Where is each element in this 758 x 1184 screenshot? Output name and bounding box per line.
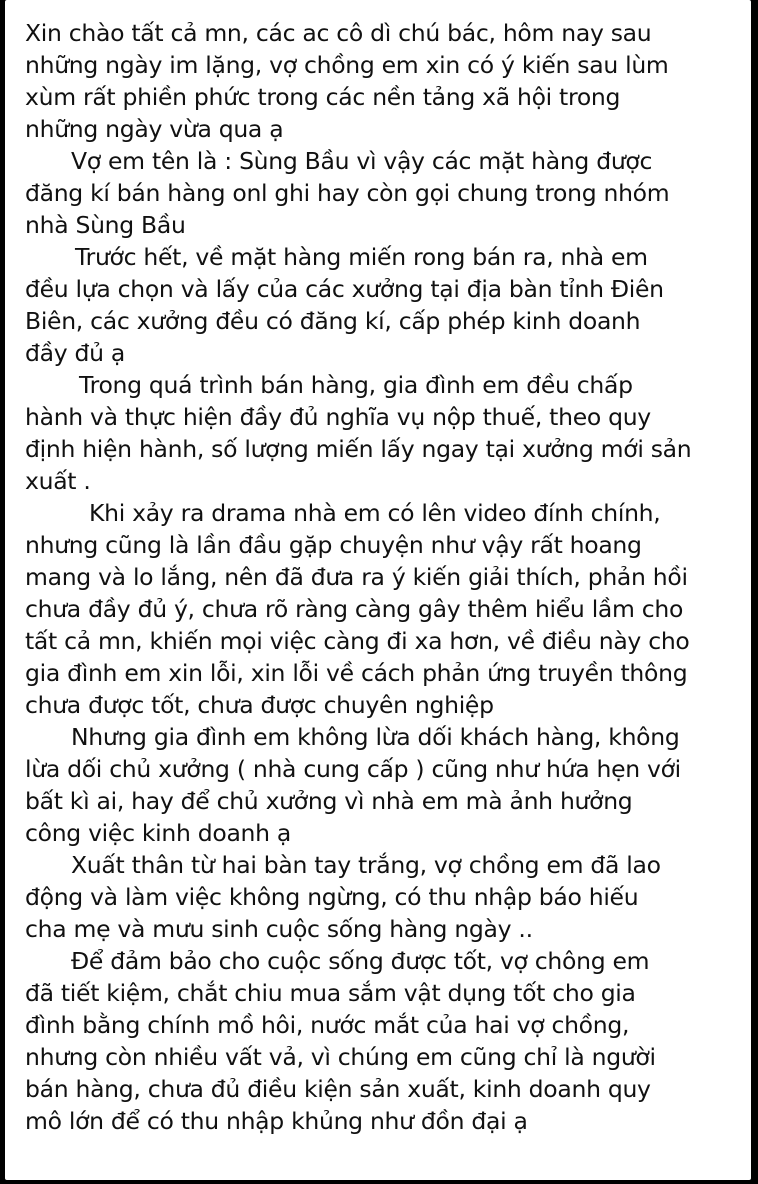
text-line: đình bằng chính mồ hôi, nước mắt của hai vợ chồng, (25, 1011, 630, 1039)
text-line: đều lựa chọn và lấy của các xưởng tại địa bàn tỉnh Điên (25, 275, 664, 303)
text-line: Xin chào tất cả mn, các ac cô dì chú bác, hôm nay sau (25, 19, 652, 47)
text-line: tất cả mn, khiến mọi việc càng đi xa hơn, về điều này cho (25, 627, 690, 655)
text-line: định hiện hành, số lượng miến lấy ngay tại xưởng mới sản (25, 435, 692, 463)
text-line: Trong quá trình bán hàng, gia đình em đều chấp (79, 371, 633, 399)
text-line: lừa dối chủ xưởng ( nhà cung cấp ) cũng như hứa hẹn với (25, 755, 681, 783)
text-line: đã tiết kiệm, chắt chiu mua sắm vật dụng tốt cho gia (25, 979, 636, 1007)
text-line: bất kì ai, hay để chủ xưởng vì nhà em mà ảnh hưởng (25, 787, 633, 815)
text-line: động và làm việc không ngừng, có thu nhập báo hiếu (25, 883, 639, 911)
text-line: công việc kinh doanh ạ (25, 819, 292, 847)
text-line: hành và thực hiện đầy đủ nghĩa vụ nộp thuế, theo quy (25, 403, 651, 431)
text-line: đầy đủ ạ (25, 339, 125, 367)
text-line: mang và lo lắng, nên đã đưa ra ý kiến giải thích, phản hồi (25, 563, 688, 591)
text-line: chưa đầy đủ ý, chưa rõ ràng càng gây thêm hiểu lầm cho (25, 595, 684, 623)
text-line: đăng kí bán hàng onl ghi hay còn gọi chung trong nhóm (25, 179, 670, 207)
text-line: Biên, các xưởng đều có đăng kí, cấp phép kinh doanh (25, 307, 641, 335)
text-line: xùm rất phiền phức trong các nền tảng xã hội trong (25, 83, 621, 111)
text-line: Vợ em tên là : Sùng Bầu vì vậy các mặt hàng được (71, 147, 653, 175)
text-line: gia đình em xin lỗi, xin lỗi về cách phản ứng truyền thông (25, 659, 688, 687)
text-line: nhưng cũng là lần đầu gặp chuyện như vậy rất hoang (25, 531, 642, 559)
text-line: cha mẹ và mưu sinh cuộc sống hàng ngày .. (25, 915, 533, 943)
text-line: mô lớn để có thu nhập khủng như đồn đại ạ (25, 1107, 528, 1135)
text-line: Nhưng gia đình em không lừa dối khách hàng, không (71, 723, 680, 751)
text-line: Để đảm bảo cho cuộc sống được tốt, vợ chông em (71, 947, 650, 975)
text-line: Xuất thân từ hai bàn tay trắng, vợ chồng em đã lao (71, 851, 661, 879)
text-line: chưa được tốt, chưa được chuyên nghiệp (25, 691, 494, 719)
text-line: nhưng còn nhiều vất vả, vì chúng em cũng chỉ là người (25, 1043, 656, 1071)
text-line: Khi xảy ra drama nhà em có lên video đính chính, (89, 499, 661, 527)
text-line: bán hàng, chưa đủ điều kiện sản xuất, kinh doanh quy (25, 1075, 651, 1103)
text-line: những ngày im lặng, vợ chồng em xin có ý kiến sau lùm (25, 51, 669, 79)
text-line: Trước hết, về mặt hàng miến rong bán ra, nhà em (75, 243, 648, 271)
document-text (25, 17, 745, 1137)
document-page (5, 0, 751, 1180)
text-line: nhà Sùng Bầu (25, 211, 186, 239)
text-line: xuất . (25, 467, 91, 495)
text-line: những ngày vừa qua ạ (25, 115, 284, 143)
